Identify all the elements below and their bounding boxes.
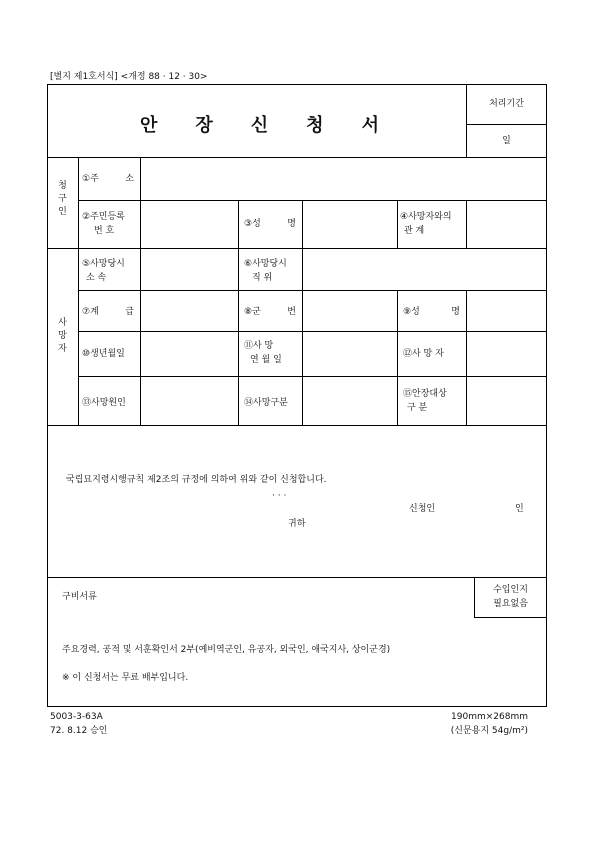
revenue-stamp-note-1: 수입인지 bbox=[493, 585, 528, 595]
rule bbox=[474, 617, 547, 618]
section-char: 자 bbox=[58, 344, 67, 354]
form-number bbox=[50, 72, 208, 83]
deceased-name-label-b: 명 bbox=[451, 307, 460, 317]
title-char: 안 bbox=[140, 115, 159, 136]
rank-label bbox=[82, 305, 134, 319]
title-char: 장 bbox=[195, 115, 214, 136]
death-date-label-1: ⑪사 망 bbox=[244, 341, 274, 351]
rule bbox=[78, 376, 547, 377]
title-char: 청 bbox=[306, 115, 325, 136]
approval-date: 72. 8.12 승인 bbox=[50, 726, 108, 736]
revenue-stamp-note-2: 필요없음 bbox=[493, 599, 528, 609]
applicant-signature-label: 신청인 bbox=[409, 504, 436, 514]
address-label bbox=[82, 172, 134, 186]
section-char: 인 bbox=[58, 207, 67, 217]
rule bbox=[47, 577, 547, 578]
processing-period-label: 처리기간 bbox=[489, 99, 524, 109]
affiliation-label-2: 소 속 bbox=[86, 273, 107, 283]
rule bbox=[466, 200, 467, 248]
title-char: 서 bbox=[361, 115, 380, 136]
rule bbox=[47, 425, 547, 426]
resident-number-label-2: 번 호 bbox=[94, 226, 115, 236]
burial-category-label bbox=[403, 387, 447, 415]
seal-mark: 인 bbox=[515, 504, 524, 514]
statement-text: 국립묘지령시행규칙 제2조의 규정에 의하여 위와 같이 신청합니다. bbox=[66, 475, 327, 485]
section-char: 망 bbox=[58, 331, 67, 341]
affiliation-label-1: ⑤사망당시 bbox=[82, 259, 125, 269]
death-date-label bbox=[244, 339, 282, 367]
form-code: 5003-3-63A bbox=[50, 712, 103, 722]
rule bbox=[238, 248, 239, 425]
rule bbox=[238, 200, 239, 248]
form-number-text: [별지 제1호서식] bbox=[50, 72, 118, 82]
documents-list: 주요경력, 공적 및 서훈확인서 2부(예비역군인, 유공자, 외국인, 애국지사, 상이군경) bbox=[62, 645, 391, 655]
position-label bbox=[244, 257, 287, 285]
relation-label-2: 관 계 bbox=[404, 226, 425, 236]
rule bbox=[397, 290, 398, 425]
rule bbox=[47, 248, 547, 249]
rule bbox=[78, 290, 547, 291]
position-label-2: 직 위 bbox=[252, 273, 273, 283]
affiliation-label bbox=[82, 257, 125, 285]
rank-label-a: ⑦계 bbox=[82, 307, 99, 317]
burial-category-label-1: ⑮안장대상 bbox=[403, 389, 447, 399]
deceased-name-label-a: ⑨성 bbox=[403, 307, 420, 317]
paper-size: 190mm×268mm bbox=[451, 712, 528, 722]
resident-number-label-1: ②주민등록 bbox=[82, 212, 125, 222]
name-label-a: ③성 bbox=[244, 219, 261, 229]
date-marks: · · · bbox=[272, 491, 287, 501]
service-number-label-a: ⑧군 bbox=[244, 307, 261, 317]
rank-label-b: 급 bbox=[125, 307, 134, 317]
birth-date-label: ⑩생년월일 bbox=[82, 349, 125, 359]
rule bbox=[47, 157, 547, 158]
section-char: 청 bbox=[58, 181, 67, 191]
processing-period-value: 일 bbox=[502, 136, 511, 146]
position-label-1: ⑥사망당시 bbox=[244, 259, 287, 269]
relation-label-1: ④사망자와의 bbox=[400, 212, 452, 222]
rule bbox=[140, 157, 141, 425]
required-documents-label: 구비서류 bbox=[62, 592, 97, 602]
rule bbox=[466, 124, 547, 125]
rule bbox=[78, 331, 547, 332]
revision-text: <개정 88 · 12 · 30> bbox=[120, 72, 208, 82]
applicant-section-label bbox=[47, 180, 78, 219]
deceased-label: ⑫사 망 자 bbox=[403, 349, 444, 359]
rule bbox=[466, 290, 467, 425]
address-label-a: ①주 bbox=[82, 174, 99, 184]
recipient-label: 귀하 bbox=[288, 519, 306, 529]
title-char: 신 bbox=[250, 115, 270, 136]
free-distribution-note: ※ 이 신청서는 무료 배부입니다. bbox=[62, 673, 189, 683]
death-type-label: ⑭사망구분 bbox=[244, 398, 288, 408]
section-char: 구 bbox=[58, 194, 67, 204]
rule bbox=[397, 200, 398, 248]
service-number-label bbox=[244, 305, 296, 319]
section-char: 사 bbox=[58, 318, 67, 328]
relation-label bbox=[400, 210, 452, 238]
death-date-label-2: 연 월 일 bbox=[250, 355, 282, 365]
name-label-b: 명 bbox=[287, 219, 296, 229]
revenue-stamp-note bbox=[474, 583, 547, 611]
rule bbox=[78, 157, 79, 425]
cause-of-death-label: ⑬사망원인 bbox=[82, 398, 126, 408]
deceased-name-label bbox=[403, 305, 460, 319]
burial-category-label-2: 구 분 bbox=[407, 403, 428, 413]
rule bbox=[78, 200, 547, 201]
form-title bbox=[140, 111, 380, 137]
rule bbox=[302, 200, 303, 425]
deceased-section-label bbox=[47, 317, 78, 356]
applicant-name-label bbox=[244, 217, 296, 231]
resident-number-label bbox=[82, 210, 125, 238]
service-number-label-b: 번 bbox=[287, 307, 296, 317]
address-label-b: 소 bbox=[125, 174, 134, 184]
paper-type: (신문용지 54g/m²) bbox=[450, 726, 528, 736]
